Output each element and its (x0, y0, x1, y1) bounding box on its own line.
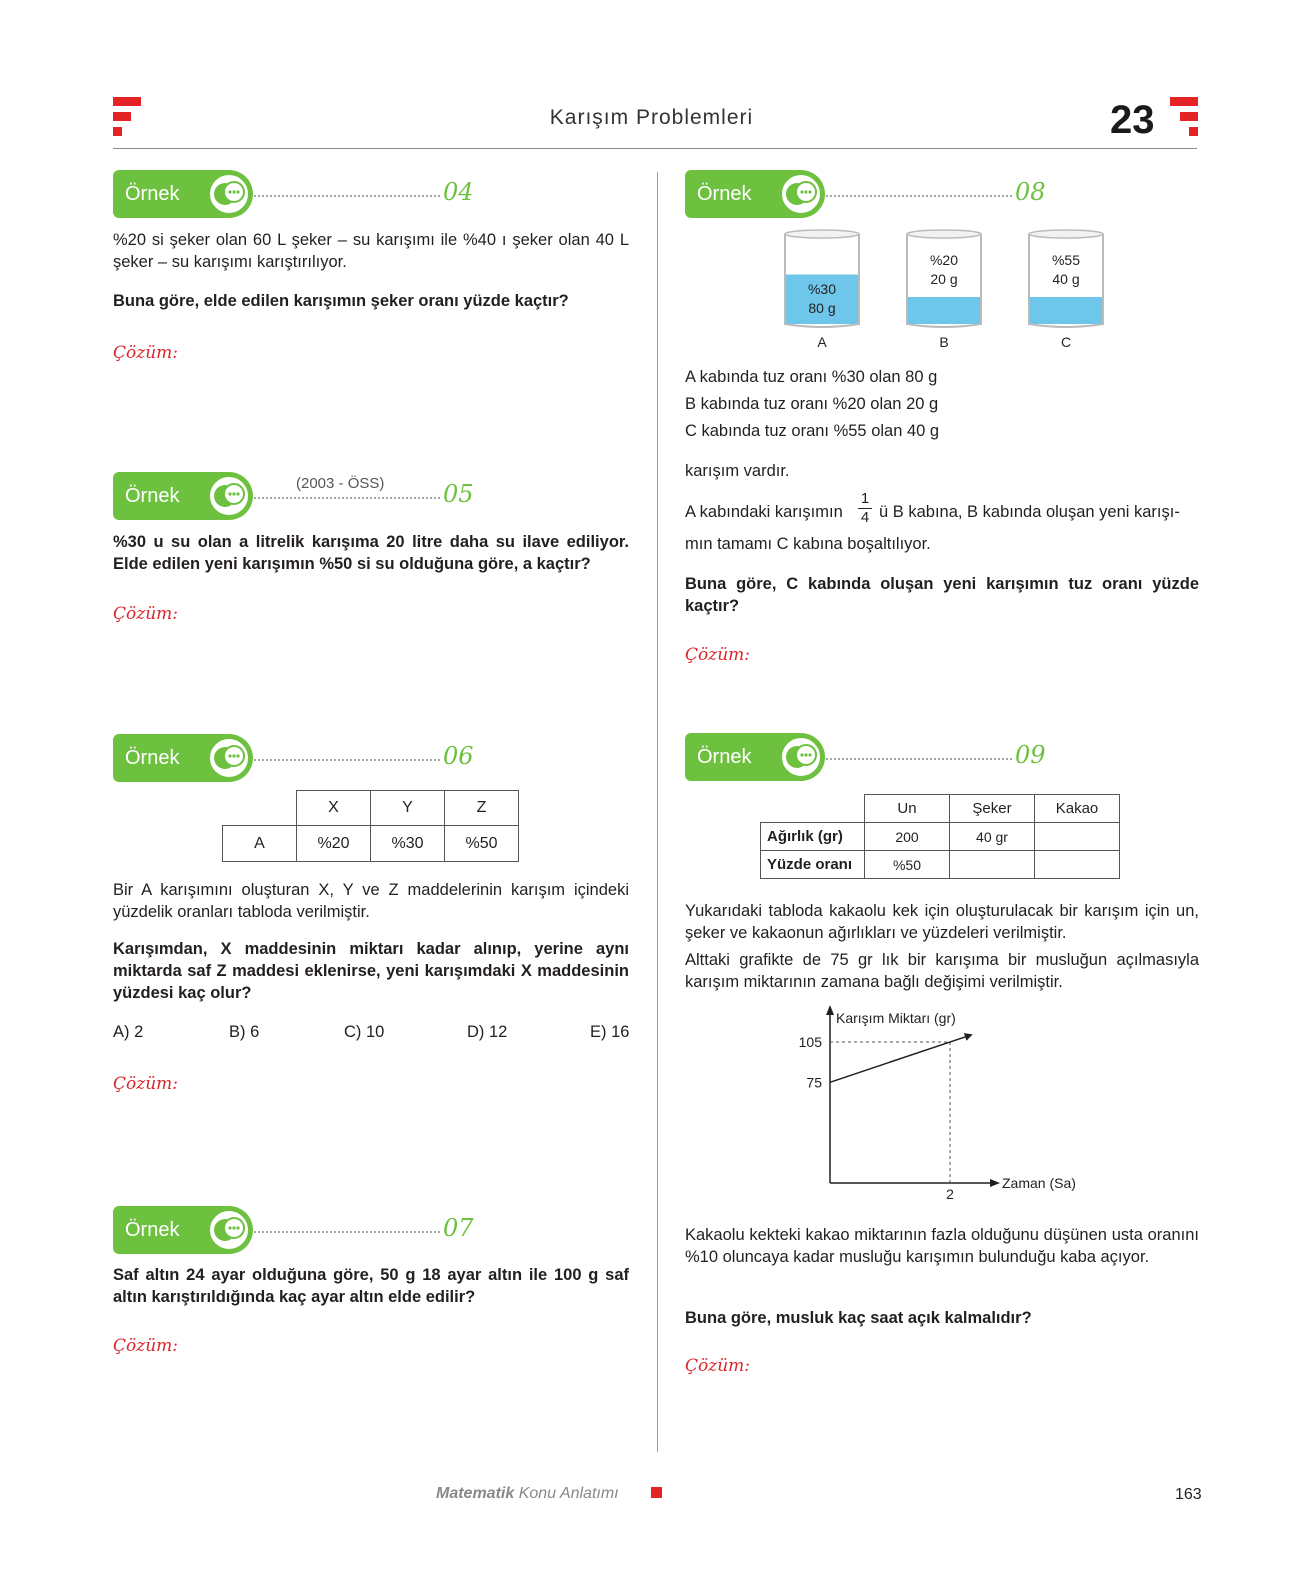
speech-bubble-icon (207, 1208, 251, 1252)
beaker-b-percent: %20 (929, 252, 959, 268)
solution-label: Çözüm: (113, 1336, 178, 1356)
header-divider (113, 148, 1197, 149)
composition-table (222, 790, 519, 862)
table-header-cell: Z (445, 791, 519, 826)
table-row (761, 851, 1120, 879)
table-cell: %20 (297, 826, 371, 862)
beaker-a-percent: %30 (807, 281, 837, 297)
beaker-c-fill (1029, 297, 1103, 324)
table-row (223, 826, 519, 862)
dots-06 (254, 759, 440, 761)
choice-a: A) 2 (113, 1023, 144, 1041)
solution-label: Çözüm: (113, 1074, 178, 1094)
table-header-cell: Kakao (1035, 795, 1120, 823)
y-axis-label: Karışım Miktarı (gr) (836, 1010, 956, 1026)
y-tick-label-105: 105 (798, 1034, 822, 1050)
choice-d: D) 12 (467, 1023, 508, 1041)
ornek-badge-04 (113, 170, 253, 218)
dots-05 (254, 497, 440, 499)
table-cell (950, 851, 1035, 879)
transfer-text-3: mın tamamı C kabına boşaltılıyor. (685, 535, 931, 553)
ornek-badge-09 (685, 733, 825, 781)
table-cell (1035, 823, 1120, 851)
x-axis (830, 1179, 1000, 1187)
ornek-label: Örnek (697, 746, 752, 768)
beaker-b (904, 228, 984, 350)
table-header-cell: Y (371, 791, 445, 826)
beaker-a-mass: 80 g (808, 300, 836, 316)
footer-title (436, 1485, 619, 1503)
example-number: 06 (443, 742, 474, 770)
choice-c: C) 10 (344, 1023, 385, 1041)
problem-text-3: Kakaolu kekteki kakao miktarının fazla olduğunu düşünen usta oranını %10 oluncaya kadar musluğu karışımın bulunduğu kaba açıyor. (685, 1226, 1199, 1266)
table-cell: %50 (865, 851, 950, 879)
example-number: 08 (1015, 178, 1046, 206)
table-header-row (223, 791, 519, 826)
transfer-text-1: A kabındaki karışımın (685, 503, 843, 521)
problem-text: Bir A karışımını oluşturan X, Y ve Z maddelerinin karışım içindeki yüzdelik oranları tabloda verilmiştir. (113, 881, 629, 921)
y-axis (826, 1005, 834, 1183)
table-header-cell: Un (865, 795, 950, 823)
example-number: 07 (443, 1214, 474, 1242)
page-title: Karışım Problemleri (549, 106, 754, 129)
ornek-badge-06 (113, 734, 253, 782)
chapter-number: 23 (1110, 98, 1155, 142)
table-cell (1035, 851, 1120, 879)
logo-bar-4 (1170, 97, 1198, 106)
speech-bubble-icon (779, 172, 823, 216)
beaker-c-label: C (1060, 334, 1072, 350)
table-cell: %50 (445, 826, 519, 862)
table-corner (761, 795, 865, 823)
series-line (830, 1037, 965, 1082)
beaker-line-c: C kabında tuz oranı %55 olan 40 g (685, 422, 940, 440)
logo-bar-6 (1189, 127, 1198, 136)
solution-label: Çözüm: (685, 645, 750, 665)
choice-e: E) 16 (590, 1023, 630, 1041)
beaker-c-mass: 40 g (1052, 271, 1080, 287)
table-header-cell: X (297, 791, 371, 826)
page-number: 163 (1175, 1486, 1202, 1503)
speech-bubble-icon (207, 736, 251, 780)
footer-square (651, 1487, 662, 1498)
footer-brand: Matematik (436, 1485, 515, 1502)
mix-text: karışım vardır. (685, 462, 790, 480)
table-cell: 40 gr (950, 823, 1035, 851)
x-axis-label: Zaman (Sa) (1002, 1175, 1076, 1191)
table-cell: %30 (371, 826, 445, 862)
footer-rest: Konu Anlatımı (518, 1485, 619, 1502)
problem-text-2: Alttaki grafikte de 75 gr lık bir karışıma bir musluğun açılmasıyla karışım miktarının zamana bağlı değişimi verilmiştir. (685, 951, 1199, 991)
example-number: 05 (443, 480, 474, 508)
dots-08 (826, 195, 1012, 197)
speech-bubble-icon (207, 474, 251, 518)
beaker-b-label: B (939, 334, 949, 350)
speech-bubble-icon (207, 172, 251, 216)
beaker-b-fill (907, 297, 981, 324)
problem-question: Buna göre, elde edilen karışımın şeker oranı yüzde kaçtır? (113, 292, 569, 310)
beaker-line-a: A kabında tuz oranı %30 olan 80 g (685, 368, 938, 386)
ornek-label: Örnek (125, 485, 180, 507)
fraction-numerator: 1 (860, 490, 870, 507)
problem-question: Buna göre, musluk kaç saat açık kalmalıdır? (685, 1309, 1032, 1327)
exam-source: (2003 - ÖSS) (296, 475, 385, 492)
problem-text-1: Yukarıdaki tabloda kakaolu kek için oluşturulacak bir karışım için un, şeker ve kakaonun ağırlıkları ve yüzdeleri verilmiştir. (685, 902, 1199, 942)
fraction-denominator: 4 (858, 508, 872, 527)
logo-bar-5 (1180, 112, 1198, 121)
problem-question: %30 u su olan a litrelik karışıma 20 litre daha su ilave ediliyor. Elde edilen yeni karışımın %50 si su olduğuna göre, a kaçtır? (113, 533, 629, 573)
transfer-text-2: ü B kabına, B kabında oluşan yeni karışı- (879, 503, 1180, 521)
beaker-c-percent: %55 (1051, 252, 1081, 268)
row-label: A (223, 826, 297, 862)
ornek-badge-08 (685, 170, 825, 218)
problem-question: Buna göre, C kabında oluşan yeni karışımın tuz oranı yüzde kaçtır? (685, 575, 1199, 615)
table-header-row (761, 795, 1120, 823)
problem-text: %20 si şeker olan 60 L şeker – su karışımı ile %40 ı şeker olan 40 L şeker – su karışımı karıştırılıyor. (113, 231, 629, 271)
choice-b: B) 6 (229, 1023, 260, 1041)
x-tick-label-2: 2 (946, 1186, 954, 1202)
table-row (761, 823, 1120, 851)
ornek-label: Örnek (125, 747, 180, 769)
beaker-b-mass: 20 g (930, 271, 958, 287)
dots-09 (826, 758, 1012, 760)
column-divider (657, 172, 658, 1452)
example-number: 09 (1015, 741, 1046, 769)
beaker-a-label: A (817, 334, 827, 350)
series-arrowhead (964, 1033, 973, 1041)
row-label: Ağırlık (gr) (761, 823, 865, 851)
solution-label: Çözüm: (685, 1356, 750, 1376)
dots-04 (254, 195, 440, 197)
solution-label: Çözüm: (113, 604, 178, 624)
ingredients-table (760, 794, 1120, 879)
row-label: Yüzde oranı (761, 851, 865, 879)
beaker-c (1026, 228, 1106, 350)
example-number: 04 (443, 178, 474, 206)
table-header-cell: Şeker (950, 795, 1035, 823)
beaker-line-b: B kabında tuz oranı %20 olan 20 g (685, 395, 939, 413)
ornek-label: Örnek (697, 183, 752, 205)
beaker-a (782, 228, 862, 350)
table-corner (223, 791, 297, 826)
ornek-badge-05 (113, 472, 253, 520)
fraction (858, 490, 872, 527)
logo-bar-1 (113, 97, 141, 106)
solution-label: Çözüm: (113, 343, 178, 363)
problem-question: Karışımdan, X maddesinin miktarı kadar alınıp, yerine aynı miktarda saf Z maddesi eklenirse, yeni karışımdaki X maddesinin yüzdesi kaç olur? (113, 940, 629, 1002)
mixture-chart (790, 1003, 1120, 1202)
table-cell: 200 (865, 823, 950, 851)
ornek-badge-07 (113, 1206, 253, 1254)
ornek-label: Örnek (125, 183, 180, 205)
ornek-label: Örnek (125, 1219, 180, 1241)
y-tick-label-75: 75 (806, 1074, 822, 1091)
problem-question: Saf altın 24 ayar olduğuna göre, 50 g 18 ayar altın ile 100 g saf altın karıştırıldığında kaç ayar altın elde edilir? (113, 1266, 629, 1306)
dots-07 (254, 1231, 440, 1233)
speech-bubble-icon (779, 735, 823, 779)
